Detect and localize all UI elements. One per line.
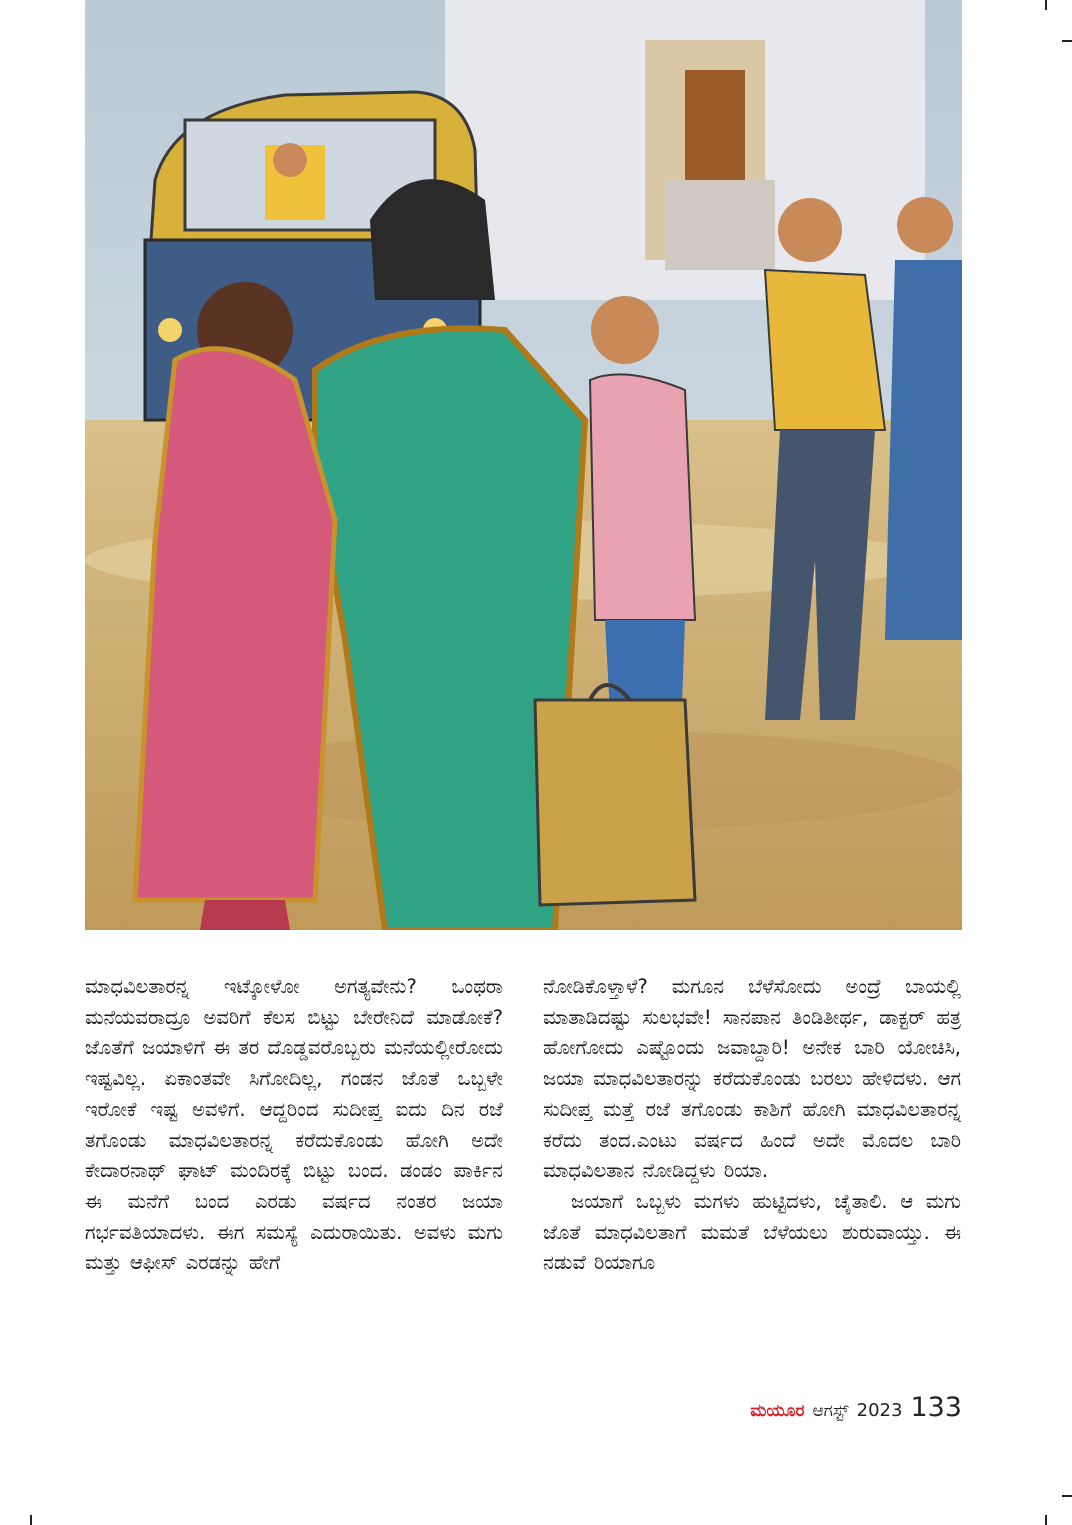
crop-mark-right-bottom xyxy=(1062,1495,1072,1497)
issue-month: ಆಗಸ್ಟ್ xyxy=(812,1401,849,1421)
story-illustration xyxy=(85,0,962,930)
paragraph: ನೋಡಿಕೊಳ್ತಾಳೆ? ಮಗೂನ ಬೆಳೆಸೋದು ಅಂದ್ರೆ ಬಾಯಲ್ಲಿ ಮಾತಾಡಿದಷ್ಟು ಸುಲಭವೇ! ಸಾನಪಾನ ತಿಂಡಿತೀರ್ಥ, ಡಾಕ್ಟರ್ ಹತ್ರ ಹೋಗೋದು ಎಷ್ಟೊಂದು ಜವಾಬ್ದಾರಿ! ಅನೇಕ ಬಾರಿ ಯೋಚಿಸಿ, ಜಯಾ ಮಾಧವಿಲತಾರನ್ನು ಕರೆದುಕೊಂಡು ಬರಲು ಹೇಳಿದಳು. ಆಗ ಸುದೀಪ್ತ ಮತ್ತೆ ರಜೆ ತಗೊಂಡು ಕಾಶಿಗೆ ಹೋಗಿ ಮಾಧವಿಲತಾರನ್ನ ಕರೆದು ತಂದ.ಎಂಟು ವರ್ಷದ ಹಿಂದೆ ಅದೇ ಮೊದಲ ಬಾರಿ ಮಾಧವಿಲತಾನ ನೋಡಿದ್ದಳು ರಿಯಾ. xyxy=(543,975,961,1183)
magazine-logo: ಮಯೂರ xyxy=(750,1401,805,1421)
story-illustration-icon xyxy=(85,0,962,930)
page-number: 133 xyxy=(910,1392,962,1423)
crop-mark-bottom-left xyxy=(30,1515,32,1525)
paragraph: ಮಾಧವಿಲತಾರನ್ನ ಇಟ್ಕೋಳೋ ಅಗತ್ಯವೇನು? ಒಂಥರಾ ಮನೆಯವರಾದ್ರೂ ಅವರಿಗೆ ಕೆಲಸ ಬಿಟ್ಟು ಬೇರೇನಿದೆ ಮಾಡೋಕೆ? ಜೊತೆಗೆ ಜಯಾಳಿಗೆ ಈ ತರ ದೊಡ್ಡವರೊಬ್ಬರು ಮನೆಯಲ್ಲೀರೋದು ಇಷ್ಟವಿಲ್ಲ. ಏಕಾಂತವೇ ಸಿಗೋದಿಲ್ಲ, ಗಂಡನ ಜೊತೆ ಒಬ್ಬಳೇ ಇರೋಕೆ ಇಷ್ಟ ಅವಳಿಗೆ. ಆದ್ದರಿಂದ ಸುದೀಪ್ತ ಐದು ದಿನ ರಜೆ ತಗೊಂಡು ಮಾಧವಿಲತಾರನ್ನ ಕರೆದುಕೊಂಡು ಹೋಗಿ ಅದೇ ಕೇದಾರನಾಥ್ ಘಾಟ್ ಮಂದಿರಕ್ಕೆ ಬಿಟ್ಟು ಬಂದ. ಡಂಡಂ ಪಾರ್ಕಿನ ಈ ಮನೆಗೆ ಬಂದ ಎರಡು ವರ್ಷದ ನಂತರ ಜಯಾ ಗರ್ಭವತಿಯಾದಳು. ಈಗ ಸಮಸ್ಯೆ ಎದುರಾಯಿತು. ಅವಳು ಮಗು ಮತ್ತು ಆಫೀಸ್ ಎರಡನ್ನು ಹೇಗೆ xyxy=(85,975,503,1275)
crop-mark-top-right xyxy=(1045,0,1047,10)
page-footer xyxy=(750,1392,962,1428)
paragraph: ಜಯಾಗೆ ಒಬ್ಬಳು ಮಗಳು ಹುಟ್ಟಿದಳು, ಚೈತಾಲಿ. ಆ ಮಗು ಜೊತೆ ಮಾಧವಿಲತಾಗೆ ಮಮತೆ ಬೆಳೆಯಲು ಶುರುವಾಯ್ತು. ಈ ನಡುವೆ ರಿಯಾಗೂ xyxy=(543,1189,961,1275)
crop-mark-bottom-right xyxy=(1045,1515,1047,1525)
article-column-right xyxy=(543,972,961,1279)
crop-mark-right-top xyxy=(1062,40,1072,42)
article-column-left xyxy=(85,972,503,1279)
issue-year: 2023 xyxy=(856,1400,903,1421)
